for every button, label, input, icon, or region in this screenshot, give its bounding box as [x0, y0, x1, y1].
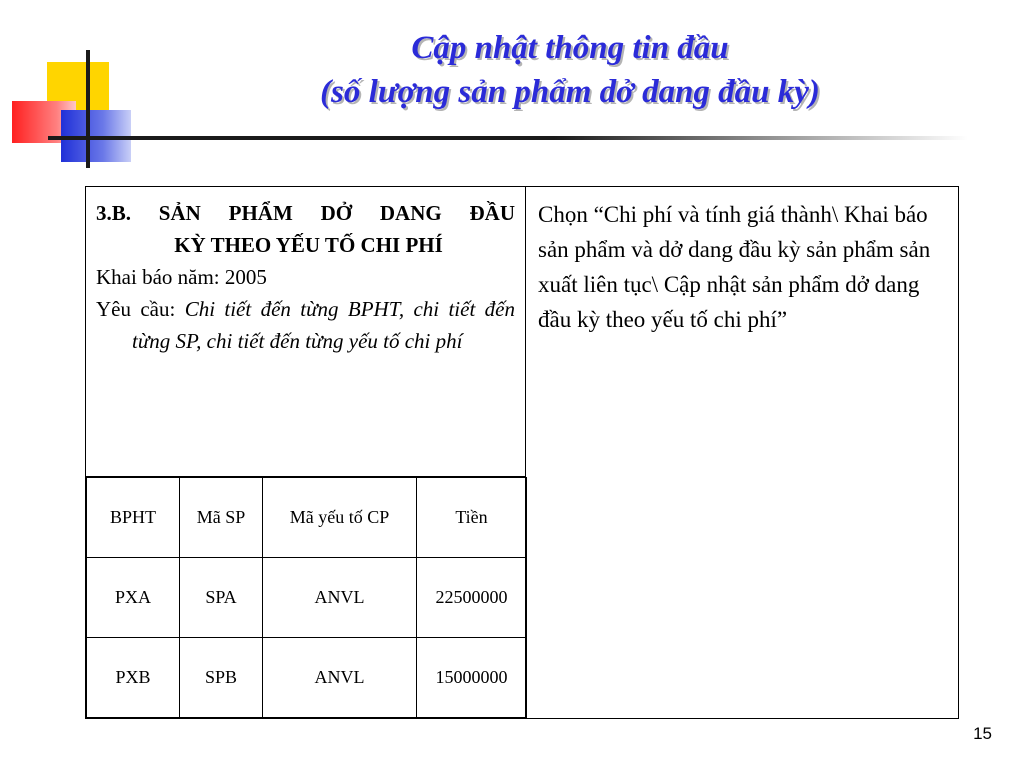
header-bpht: BPHT [87, 478, 180, 558]
cell-ma-yeu-to-cp: ANVL [263, 558, 417, 638]
instruction-text: Chọn “Chi phí và tính giá thành\ Khai báo sản phẩm và dở dang đầu kỳ sản phẩm sản xuất liên tục\ Cập nhật sản phẩm dở dang đầu kỳ theo yếu tố chi phí” [538, 202, 931, 332]
cell-ma-sp: SPB [180, 638, 263, 718]
data-grid [86, 477, 527, 718]
declare-year: Khai báo năm: 2005 [96, 265, 267, 289]
table-row [87, 638, 527, 718]
table-row [87, 558, 527, 638]
content-table [85, 186, 959, 719]
requirement-label: Yêu cầu: [96, 297, 185, 321]
cell-tien: 15000000 [417, 638, 527, 718]
header-ma-yeu-to-cp: Mã yếu tố CP [263, 478, 417, 558]
header-ma-sp: Mã SP [180, 478, 263, 558]
form-heading-line-2: KỲ THEO YẾU TỐ CHI PHÍ [174, 233, 443, 257]
cell-bpht: PXB [87, 638, 180, 718]
requirement [96, 293, 515, 357]
cell-tien: 22500000 [417, 558, 527, 638]
header-tien: Tiền [417, 478, 527, 558]
cell-bpht: PXA [87, 558, 180, 638]
instruction-cell [526, 187, 959, 719]
form-description-cell [86, 187, 526, 477]
cell-ma-sp: SPA [180, 558, 263, 638]
title-line-2: (số lượng sản phẩm dở dang đầu kỳ) [320, 74, 820, 110]
title-line-1: Cập nhật thông tin đầu [411, 30, 729, 66]
form-heading-line-1: 3.B. SẢN PHẨM DỞ DANG ĐẦU [96, 201, 515, 225]
title-underline [48, 136, 968, 140]
page-number: 15 [973, 724, 992, 743]
cell-ma-yeu-to-cp: ANVL [263, 638, 417, 718]
data-grid-cell [86, 477, 526, 719]
form-heading [96, 197, 515, 261]
logo-vertical-line [86, 50, 90, 168]
slide-title [130, 26, 1010, 114]
table-header-row [87, 478, 527, 558]
requirement-text: Chi tiết đến từng BPHT, chi tiết đến từng SP, chi tiết đến từng yếu tố chi phí [132, 297, 515, 353]
